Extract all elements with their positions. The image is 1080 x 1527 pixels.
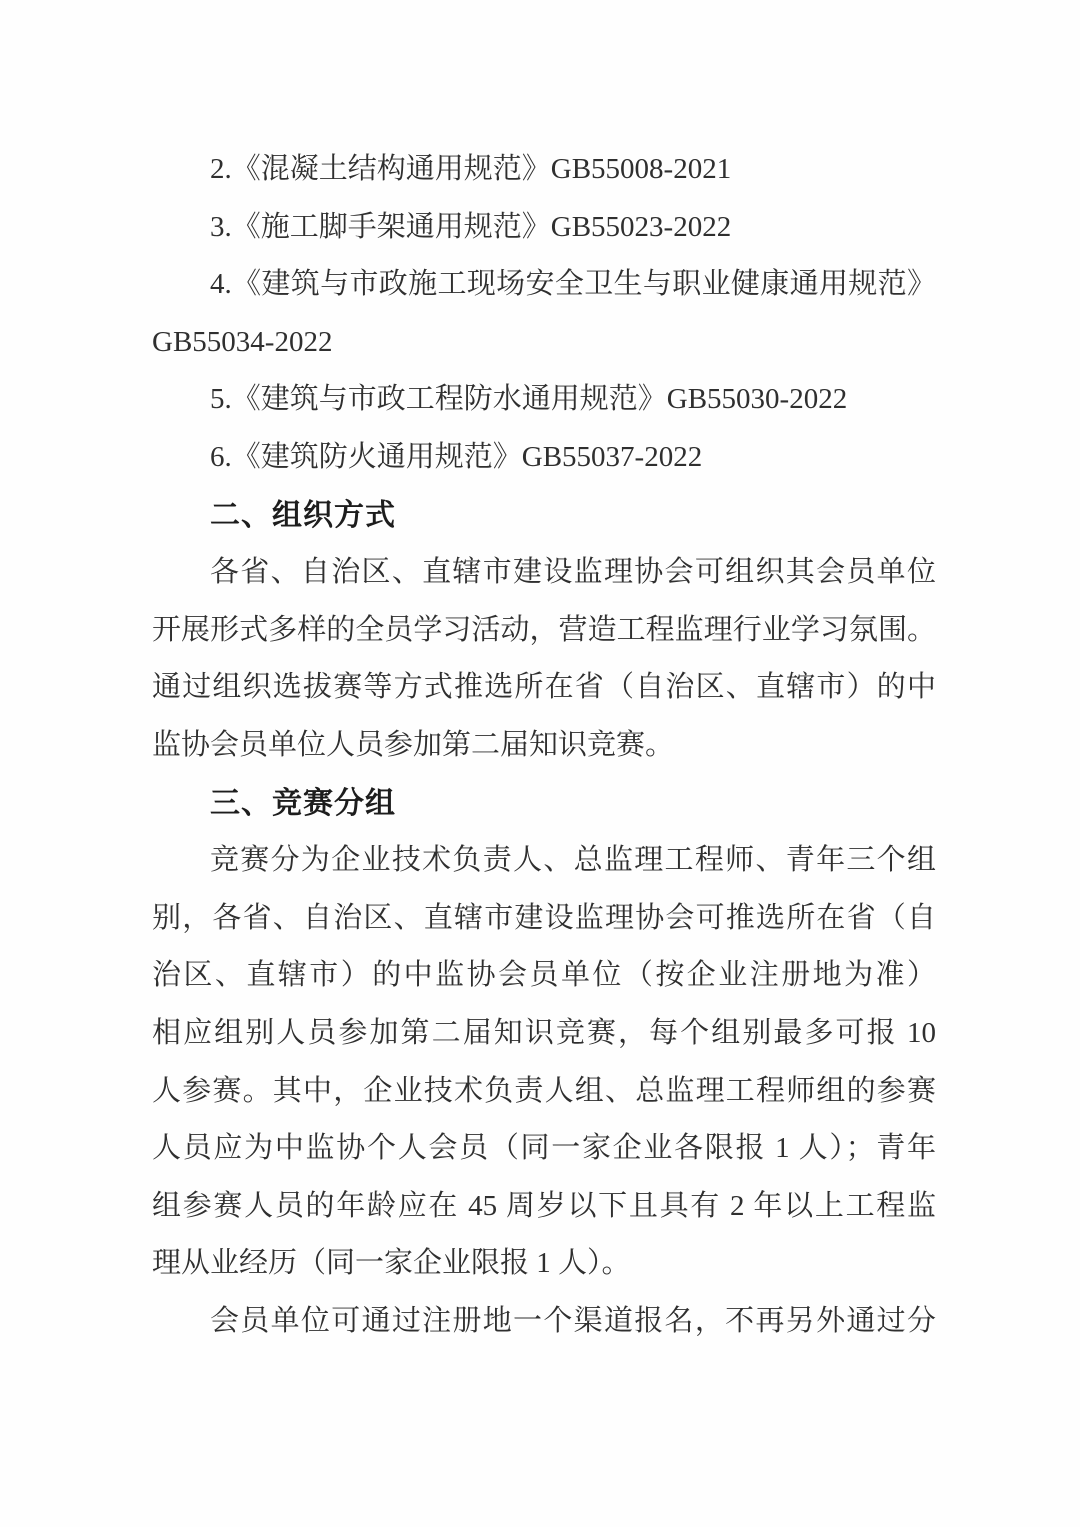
text-line: 监协会员单位人员参加第二届知识竞赛。 xyxy=(152,728,675,761)
text-line: 人参赛。其中，企业技术负责人组、总监理工程师组的参赛 xyxy=(152,1074,936,1107)
text-line: 6.《建筑防火通用规范》GB55037-2022 xyxy=(210,440,703,473)
document-body xyxy=(152,141,936,1350)
text-line: 3.《施工脚手架通用规范》GB55023-2022 xyxy=(210,210,732,243)
text-line: 组参赛人员的年龄应在 45 周岁以下且具有 2 年以上工程监 xyxy=(152,1189,936,1222)
text-line: 5.《建筑与市政工程防水通用规范》GB55030-2022 xyxy=(210,383,848,416)
section-heading: 二、组织方式 xyxy=(210,498,396,532)
section-heading: 三、竞赛分组 xyxy=(210,786,396,820)
text-line: 竞赛分为企业技术负责人、总监理工程师、青年三个组 xyxy=(210,844,936,877)
text-line: 人员应为中监协个人会员（同一家企业各限报 1 人）；青年 xyxy=(152,1132,936,1165)
text-line: 各省、自治区、直辖市建设监理协会可组织其会员单位 xyxy=(210,556,936,589)
text-line: 开展形式多样的全员学习活动，营造工程监理行业学习氛围。 xyxy=(152,613,936,646)
text-line: 会员单位可通过注册地一个渠道报名，不再另外通过分 xyxy=(210,1304,936,1337)
text-line: GB55034-2022 xyxy=(152,325,333,358)
text-line: 4.《建筑与市政施工现场安全卫生与职业健康通用规范》 xyxy=(210,268,936,301)
text-line: 通过组织选拔赛等方式推选所在省（自治区、直辖市）的中 xyxy=(152,671,936,704)
text-line: 别，各省、自治区、直辖市建设监理协会可推选所在省（自 xyxy=(152,901,936,934)
text-line: 2.《混凝土结构通用规范》GB55008-2021 xyxy=(210,153,732,185)
text-line: 相应组别人员参加第二届知识竞赛，每个组别最多可报 10 xyxy=(152,1016,936,1049)
text-line: 治区、直辖市）的中监协会员单位（按企业注册地为准） xyxy=(152,959,936,992)
text-line: 理从业经历（同一家企业限报 1 人）。 xyxy=(152,1247,631,1280)
